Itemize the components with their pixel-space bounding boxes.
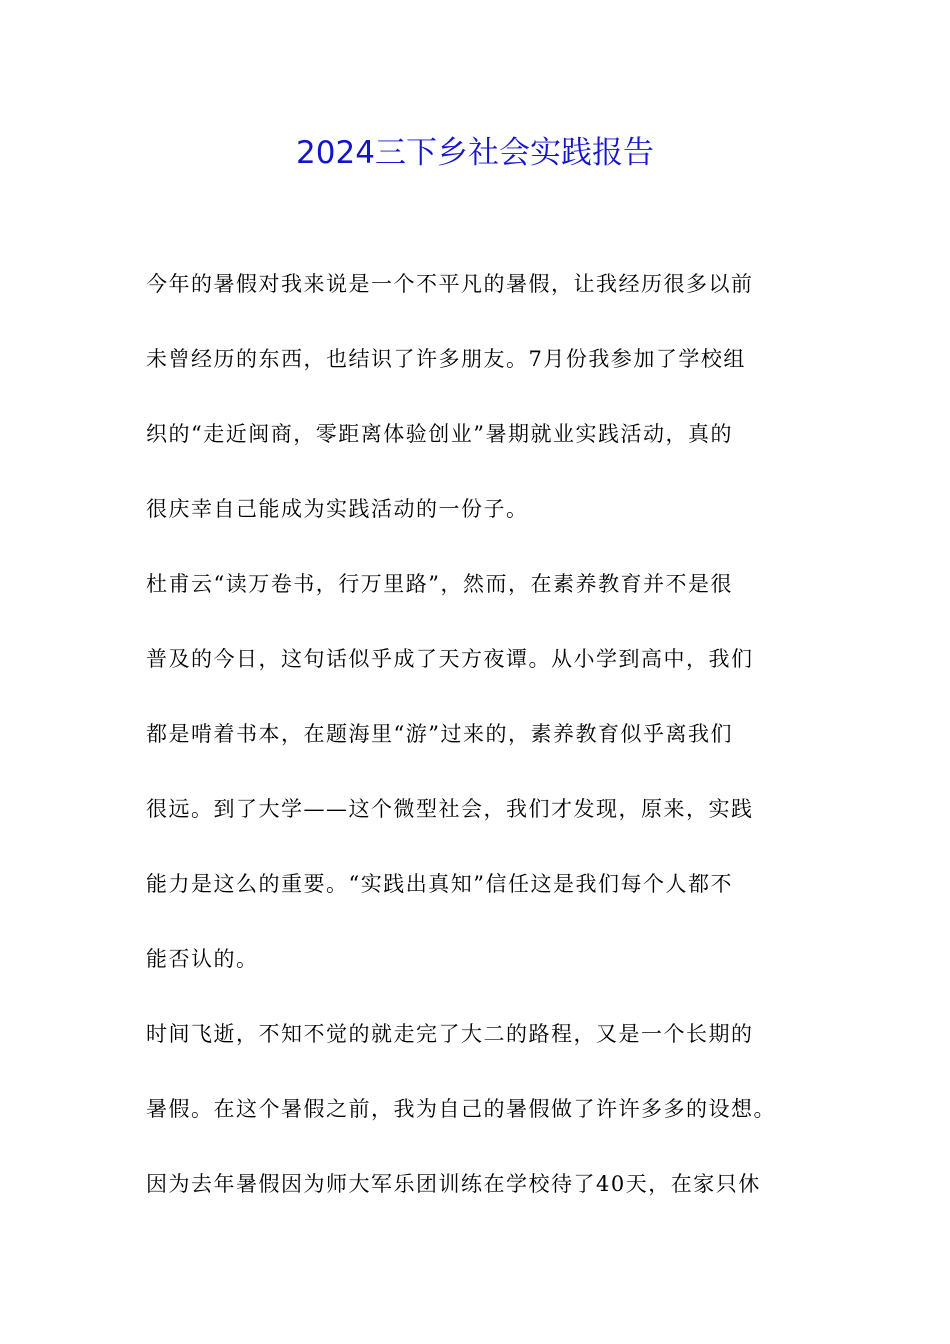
text-line: 暑假。在这个暑假之前，我为自己的暑假做了许许多多的设想。: [146, 1097, 776, 1121]
text-line: 很远。到了大学——这个微型社会，我们才发现，原来，实践: [146, 797, 754, 821]
text-line: 织的“走近闽商，零距离体验创业”暑期就业实践活动，真的: [146, 422, 733, 446]
text-line: 普及的今日，这句话似乎成了天方夜谭。从小学到高中，我们: [146, 647, 754, 671]
text-line: 时间飞逝，不知不觉的就走完了大二的路程，又是一个长期的: [146, 1022, 754, 1046]
text-line: 都是啃着书本，在题海里“游”过来的，素养教育似乎离我们: [146, 722, 733, 746]
text-line: 能力是这么的重要。“实践出真知”信任这是我们每个人都不: [146, 872, 733, 896]
text-line: 因为去年暑假因为师大军乐团训练在学校待了40天，在家只休: [146, 1172, 761, 1196]
text-line: 杜甫云“读万卷书，行万里路”，然而，在素养教育并不是很: [146, 572, 733, 596]
document-title: 2024三下乡社会实践报告: [296, 135, 654, 171]
text-line: 很庆幸自己能成为实践活动的一份子。: [146, 497, 529, 521]
text-line: 未曾经历的东西，也结识了许多朋友。7月份我参加了学校组: [146, 347, 746, 371]
text-line: 今年的暑假对我来说是一个不平凡的暑假，让我经历很多以前: [146, 272, 754, 296]
text-line: 能否认的。: [146, 947, 259, 971]
